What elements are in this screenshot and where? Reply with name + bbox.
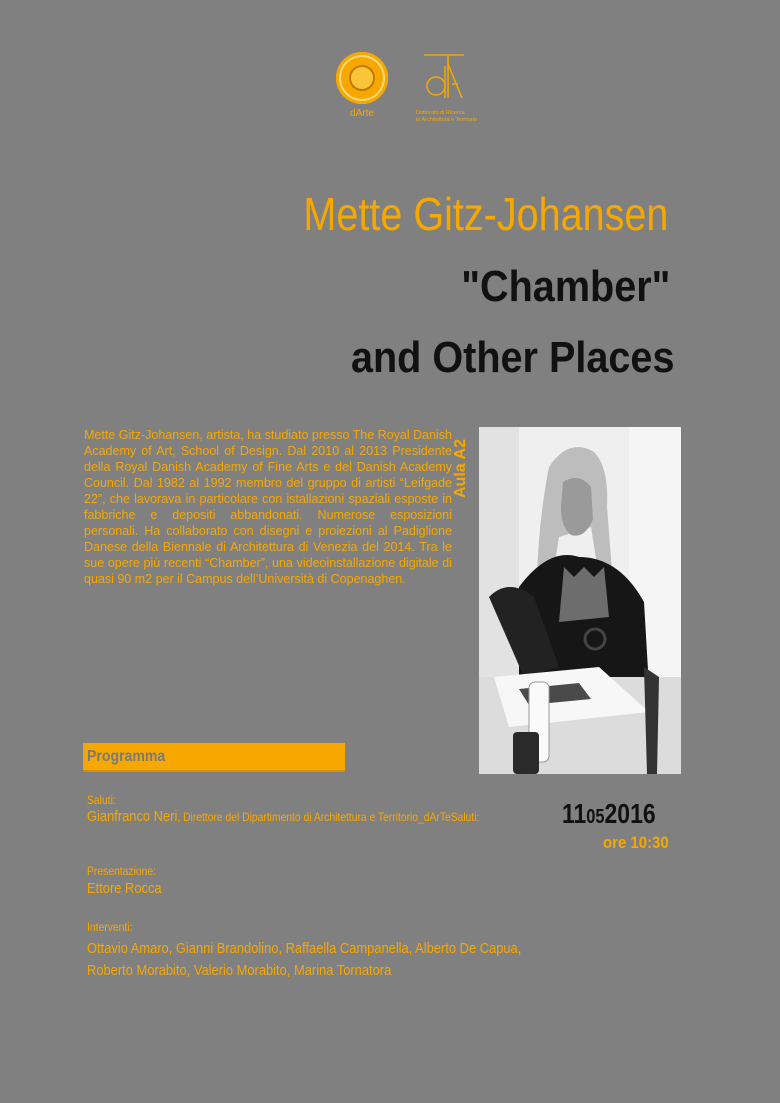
interventi-line-2: Roberto Morabito, Valerio Morabito, Marina Tornatora [87,962,392,979]
date-year: 2016 [604,798,656,829]
saluti-name: Gianfranco Neri [87,808,178,825]
logo-right-line-2: in Architettura e Territorio [416,117,478,123]
saluti-line [87,808,479,825]
logo-left-caption: dArte [350,108,374,119]
program-heading: Programma [87,748,166,765]
logo-right-line-1: Dottorato di Ricerca [416,110,465,116]
saluti-label: Saluti: [87,795,116,807]
mediterranea-logo [332,52,392,130]
logo-right-caption [416,110,486,124]
interventi-label: Interventi: [87,922,133,934]
interventi-line-1: Ottavio Amaro, Gianni Brandolino, Raffaella Campanella, Alberto De Capua, [87,940,522,957]
date-month: 05 [586,806,605,828]
speaker-name-title: Mette Gitz-Johansen [302,188,668,240]
darte-logo [414,52,484,130]
presentazione-name: Ettore Rocca [87,880,162,897]
date-day: 11 [562,798,587,829]
artist-photo [479,427,681,774]
room-label: Aula A2 [452,439,469,498]
darte-monogram-icon [420,52,468,104]
event-time: ore 10:30 [603,833,669,852]
presentazione-label: Presentazione: [87,866,157,878]
event-date [562,798,656,833]
artist-bio: Mette Gitz-Johansen, artista, ha studiato presso The Royal Danish Academy of Art, School of Design. Dal 2010 al 2013 Presidente della Royal Danish Academy of Fine Arts e del Danish Academy Council. Dal 1982 al 1992 membro del gruppo di artisti “Leifgade 22”, che lavorava in particolare con istallazioni spaziali esposte in fabbriche e depositi abbandonati. Numerose esposizioni personali. Ha collaborato con disegni e proiezioni al Padiglione Danese della Biennale di Architettura di Venezia del 2014. Tra le sue opere più recenti “Chamber”, una videoinstallazione digitale di quasi 90 m2 per il Campus dell’Università di Copenaghen. [84,428,453,586]
university-seal-icon [336,52,388,104]
saluti-role: , Direttore del Dipartimento di Architettura e Territorio_dArTeSaluti: [177,810,480,824]
event-title-line-2: and Other Places [350,333,674,382]
program-heading-bar [83,743,345,772]
event-title-line-1: "Chamber" [460,262,670,311]
